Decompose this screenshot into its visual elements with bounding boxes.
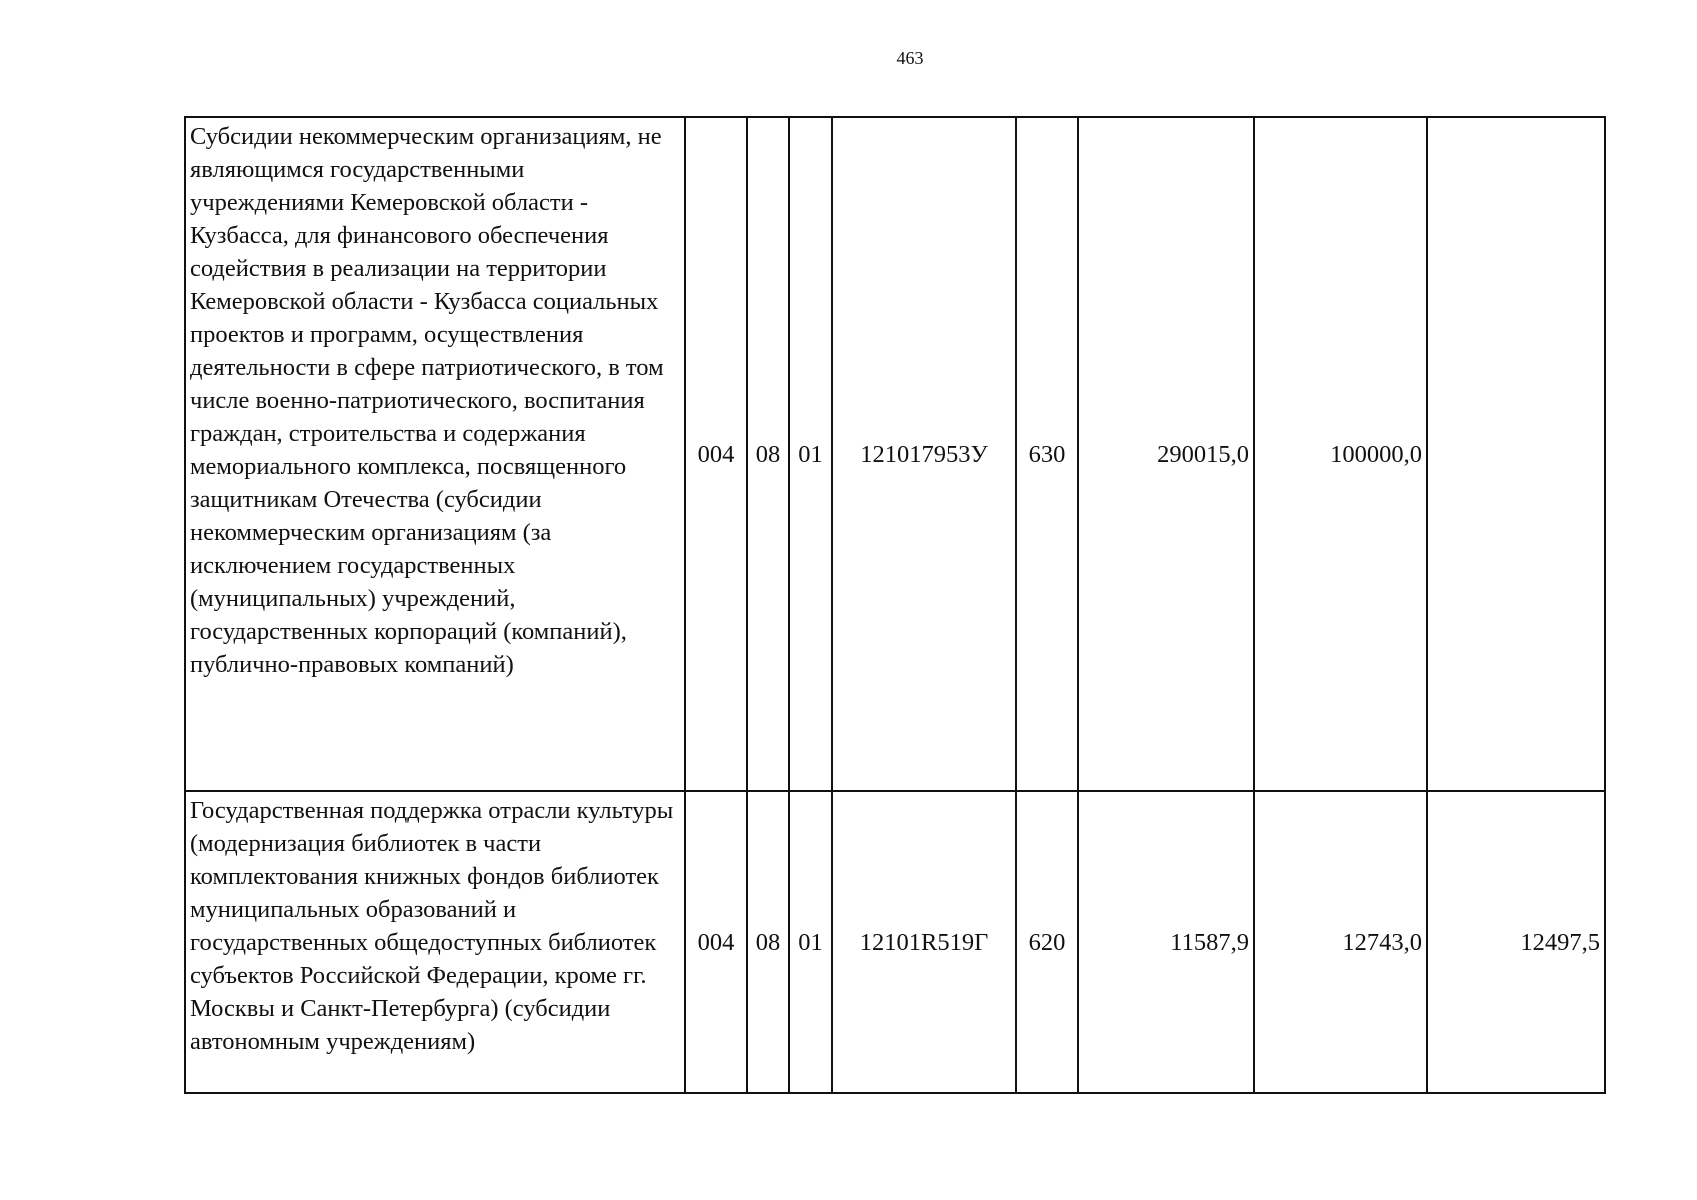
subsection-code: 01 — [789, 791, 832, 1093]
amount-1: 290015,0 — [1078, 117, 1254, 791]
amount-1: 11587,9 — [1078, 791, 1254, 1093]
expense-type-code: 620 — [1016, 791, 1078, 1093]
target-article-code: 12101R519Г — [832, 791, 1016, 1093]
section-code: 08 — [747, 117, 789, 791]
budget-table — [184, 116, 1606, 1094]
table-row — [185, 791, 1605, 1093]
subsection-code: 01 — [789, 117, 832, 791]
row-description: Субсидии некоммерческим организациям, не являющимся государственными учреждениями Кемеровской области - Кузбасса, для финансового обеспечения содействия в реализации на территории Кемеровской области - Кузбасса социальных проектов и программ, осуществления деятельности в сфере патриотического, в том числе военно-патриотического, воспитания граждан, строительства и содержания мемориального комплекса, посвященного защитникам Отечества (субсидии некоммерческим организациям (за исключением государственных (муниципальных) учреждений, государственных корпораций (компаний), публично-правовых компаний) — [185, 117, 685, 791]
expense-type-code: 630 — [1016, 117, 1078, 791]
section-code: 08 — [747, 791, 789, 1093]
ministry-code: 004 — [685, 117, 747, 791]
target-article-code: 121017953У — [832, 117, 1016, 791]
page-number: 463 — [896, 48, 924, 68]
row-description: Государственная поддержка отрасли культуры (модернизация библиотек в части комплектования книжных фондов библиотек муниципальных образований и государственных общедоступных библиотек субъектов Российской Федерации, кроме гг. Москвы и Санкт-Петербурга) (субсидии автономным учреждениям) — [185, 791, 685, 1093]
amount-2: 100000,0 — [1254, 117, 1427, 791]
amount-2: 12743,0 — [1254, 791, 1427, 1093]
table-row — [185, 117, 1605, 791]
amount-3: 12497,5 — [1427, 791, 1605, 1093]
amount-3 — [1427, 117, 1605, 791]
ministry-code: 004 — [685, 791, 747, 1093]
